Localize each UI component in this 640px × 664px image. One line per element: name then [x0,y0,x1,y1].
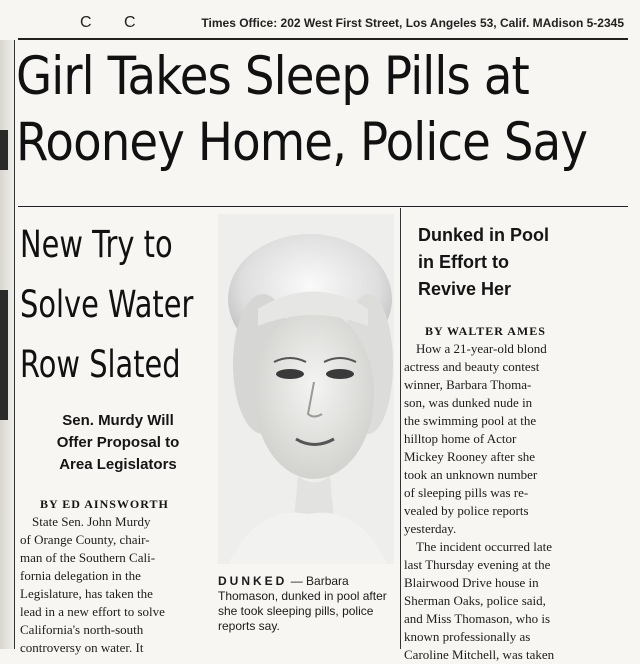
story1-headline-line: Row Slated [20,343,181,386]
headline-rule [18,206,628,207]
body-line: actress and beauty contest [404,359,540,374]
header-rule [18,38,628,40]
body-line: yesterday. [404,521,457,536]
story2-headline-line: Revive Her [418,279,512,299]
story2-byline: BY WALTER AMES [425,324,546,338]
caption-text: — Barbara Thomason, dunked in pool after she took sleeping pills, police reports say. [218,574,387,633]
body-line: How a 21-year-old blond [416,341,547,356]
office-address: Times Office: 202 West First Street, Los Angeles 53, Calif. MAdison 5-2345 [201,16,624,30]
body-line: Blairwood Drive house in [404,575,539,590]
body-line: of sleeping pills was re- [404,485,529,500]
portrait-image [218,214,394,564]
story1-subhead [28,410,208,476]
photo-caption [218,574,394,634]
edge-mark [0,290,8,420]
body-line: lead in a new effort to solve [20,604,165,619]
body-line: man of the Southern Cali- [20,550,156,565]
story1-headline-line: New Try to [20,223,173,266]
body-line: vealed by police reports [404,503,529,518]
portrait-photo [218,214,394,564]
body-line: son, was dunked nude in [404,395,533,410]
column-divider [400,208,401,649]
story2-headline-line: in Effort to [418,252,509,272]
adjacent-column-edge [0,40,14,649]
section-label: C C [80,14,150,31]
story1-body [20,513,210,657]
body-line: known professionally as [404,629,531,644]
story1-subhead-line: Offer Proposal to [56,434,180,451]
body-line: and Miss Thomason, who is [404,611,551,626]
headline-line: Girl Takes Sleep Pills at [16,46,529,107]
body-line: hilltop home of Actor [404,431,517,446]
caption-keyword: DUNKED [218,574,288,588]
body-line: of Orange County, chair- [20,532,150,547]
story1-subhead-line: Area Legislators [59,456,177,473]
body-line: Caroline Mitchell, was taken [404,647,555,662]
body-line: Sherman Oaks, police said, [404,593,546,608]
body-line: State Sen. John Murdy [32,514,151,529]
story1-subhead-line: Sen. Murdy Will [62,412,174,429]
body-line: took an unknown number [404,467,538,482]
body-line: fornia delegation in the [20,568,141,583]
story1-headline [20,215,194,395]
body-line: the swimming pool at the [404,413,537,428]
story2-body [404,340,590,664]
headline-line: Rooney Home, Police Say [16,112,588,173]
story2-headline-line: Dunked in Pool [418,225,550,245]
main-headline [16,44,588,176]
column-divider [14,40,15,649]
body-line: last Thursday evening at the [404,557,551,572]
body-line: controversy on water. It [20,640,144,655]
story1-byline: BY ED AINSWORTH [40,497,169,511]
body-line: The incident occurred late [416,539,553,554]
page-header [18,8,634,36]
body-line: California's north-south [20,622,144,637]
edge-mark [0,130,8,170]
story1-headline-line: Solve Water [20,283,194,326]
body-line: winner, Barbara Thoma- [404,377,532,392]
body-line: Legislature, has taken the [20,586,153,601]
body-line: Mickey Rooney after she [404,449,536,464]
story2-headline [418,222,618,303]
